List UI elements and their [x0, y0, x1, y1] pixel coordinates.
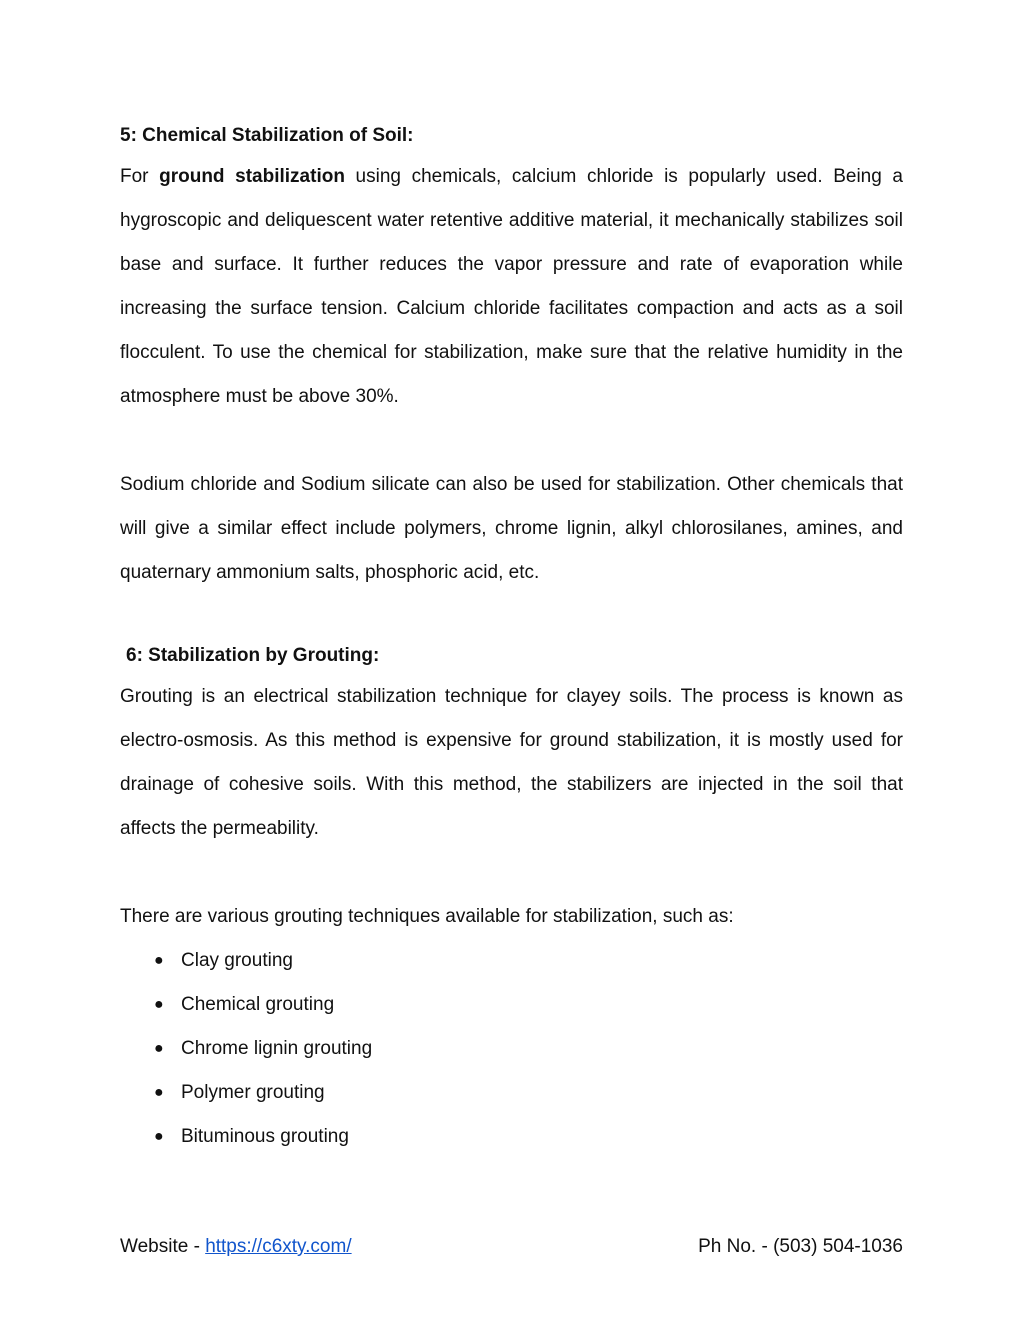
section-5-paragraph-2: Sodium chloride and Sodium silicate can also be used for stabilization. Other chemicals that will give a similar effect include polymers, chrome lignin, alkyl chlorosilanes, amines, and quaternary ammonium salts, phosphoric acid, etc. [120, 474, 903, 583]
grouting-techniques-list [120, 939, 903, 1159]
bullet-icon: ● [154, 996, 164, 1013]
bullet-icon: ● [154, 1040, 164, 1057]
spacer [120, 851, 903, 895]
spacer [120, 595, 903, 639]
list-item-text: Clay grouting [181, 950, 293, 971]
footer-website [120, 1236, 352, 1258]
page-footer [120, 1236, 903, 1262]
list-item [120, 1071, 903, 1115]
website-link[interactable]: https://c6xty.com/ [205, 1236, 352, 1257]
section-6-paragraph-1: Grouting is an electrical stabilization technique for clayey soils. The process is known as electro-osmosis. As this method is expensive for ground stabilization, it is mostly used for drainage of cohesive soils. With this method, the stabilizers are injected in the soil that affects the permeability. [120, 686, 903, 839]
list-item-text: Bituminous grouting [181, 1126, 349, 1147]
list-item-text: Chemical grouting [181, 994, 335, 1015]
section-5-p1-rest: using chemicals, calcium chloride is popularly used. Being a hygroscopic and deliquescent water retentive additive material, it mechanically stabilizes soil base and surface. It further reduces the vapor pressure and rate of evaporation while increasing the surface tension. Calcium chloride facilitates compaction and acts as a soil flocculent. To use the chemical for stabilization, make sure that the relative humidity in the atmosphere must be above 30%. [120, 166, 903, 407]
list-item-text: Chrome lignin grouting [181, 1038, 373, 1059]
footer-phone: Ph No. - (503) 504-1036 [698, 1236, 903, 1257]
page-content [120, 119, 903, 1159]
website-label: Website - [120, 1236, 206, 1257]
list-item [120, 1115, 903, 1159]
list-item [120, 939, 903, 983]
section-5-heading: 5: Chemical Stabilization of Soil: [120, 125, 414, 146]
section-5-p1-bold: ground stabilization [159, 166, 345, 187]
list-item [120, 1027, 903, 1071]
spacer [120, 419, 903, 463]
list-item [120, 983, 903, 1027]
list-item-text: Polymer grouting [181, 1082, 325, 1103]
section-6-heading: 6: Stabilization by Grouting: [126, 645, 380, 666]
section-5-paragraph-1 [120, 155, 903, 419]
section-6-paragraph-2: There are various grouting techniques available for stabilization, such as: [120, 906, 734, 927]
bullet-icon: ● [154, 1128, 164, 1145]
section-5-p1-prefix: For [120, 166, 160, 187]
bullet-icon: ● [154, 952, 164, 969]
bullet-icon: ● [154, 1084, 164, 1101]
